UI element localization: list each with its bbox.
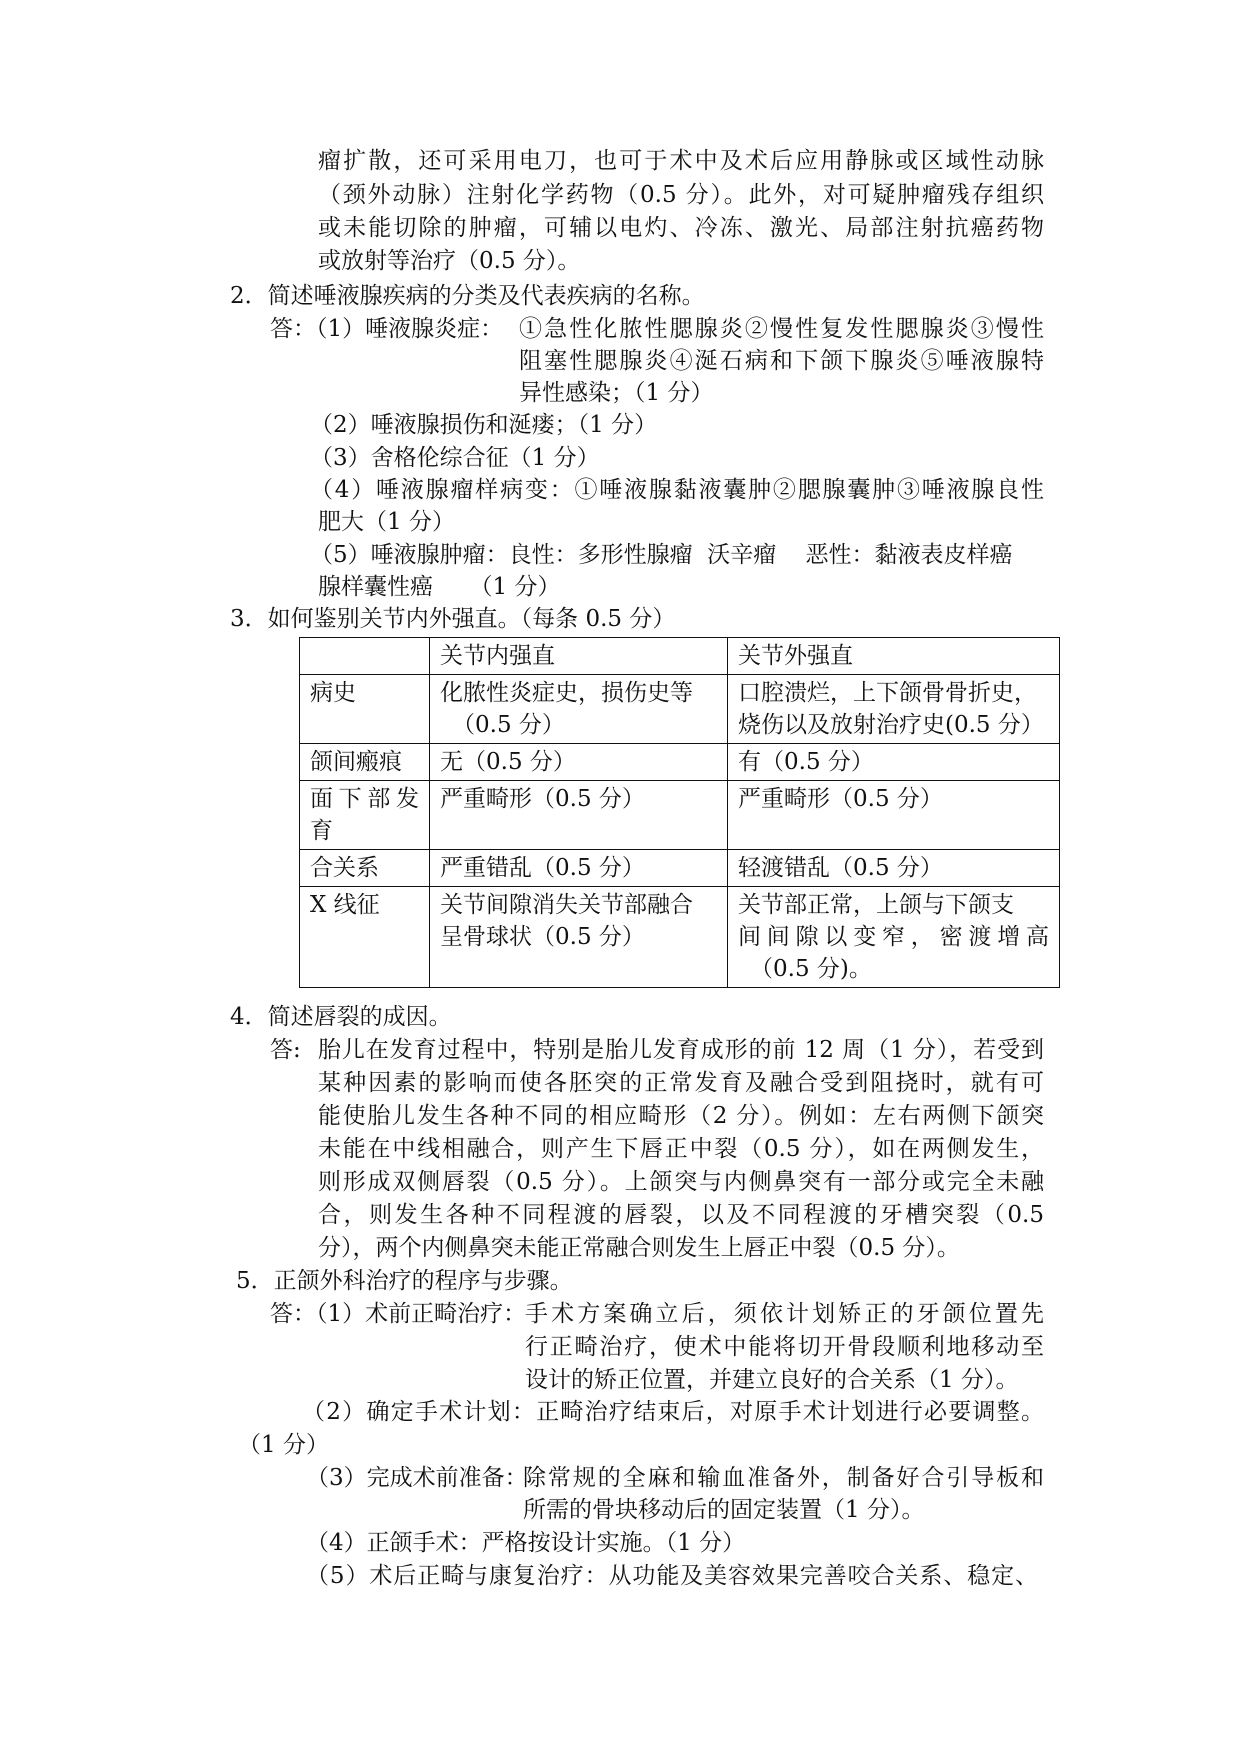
q2-answer1-line-1: ①急性化脓性腮腺炎②慢性复发性腮腺炎③慢性: [519, 316, 1044, 342]
table-row-xray: [300, 887, 1060, 988]
q4-answer-line-6: 合，则发生各种不同程渡的唇裂，以及不同程渡的牙槽突裂（0.5: [318, 1202, 1044, 1228]
q5-step2-line-1: （2）确定手术计划：正畸治疗结束后，对原手术计划进行必要调整。: [302, 1399, 1044, 1425]
q5-step3-line-2: 所需的骨块移动后的固定装置（1 分）。: [523, 1497, 925, 1523]
q5-step1-line-2: 行正畸治疗，使术中能将切开骨段顺利地移动至: [525, 1334, 1044, 1360]
q2-answer4-line-2: 肥大（1 分）: [318, 509, 455, 535]
q4-answer-line-5: 则形成双侧唇裂（0.5 分）。上颌突与内侧鼻突有一部分或完全未融: [318, 1169, 1044, 1195]
cell-face-intra: 严重畸形（0.5 分）: [430, 781, 728, 850]
q2-answer4-line-1: （4）唾液腺瘤样病变：①唾液腺黏液囊肿②腮腺囊肿③唾液腺良性: [310, 477, 1044, 503]
cell-scar-extra: 有（0.5 分）: [728, 744, 1060, 781]
q4-title: 4．简述唇裂的成因。: [230, 1004, 452, 1030]
q2-answer1-line-2: 阻塞性腮腺炎④涎石病和下颌下腺炎⑤唾液腺特: [519, 348, 1044, 374]
table-row-occlusion: [300, 850, 1060, 887]
cell-scar-intra: 无（0.5 分）: [430, 744, 728, 781]
q2-answer5-line-2: 腺样囊性癌 （1 分）: [318, 574, 561, 600]
table-row-face: [300, 781, 1060, 850]
row-label-face: 面下部发 育: [300, 781, 430, 850]
q4-answer-line-7: 分），两个内侧鼻突未能正常融合则发生上唇正中裂（0.5 分）。: [318, 1235, 960, 1261]
cell-occlusion-extra: 轻渡错乱（0.5 分）: [728, 850, 1060, 887]
row-label-occlusion: 合关系: [300, 850, 430, 887]
cell-xray-extra: 关节部正常，上颌与下颌支 间间隙以变窄，密渡增高 （0.5 分)。: [728, 887, 1060, 988]
cell-xray-intra: 关节间隙消失关节部融合 呈骨球状（0.5 分）: [430, 887, 728, 988]
ankylosis-comparison-table: [299, 637, 1060, 988]
q5-step1-line-3: 设计的矫正位置，并建立良好的合关系（1 分）。: [525, 1367, 1019, 1393]
cell-face-extra: 严重畸形（0.5 分）: [728, 781, 1060, 850]
continuation-line-1: 瘤扩散，还可采用电刀，也可于术中及术后应用静脉或区域性动脉: [318, 148, 1044, 174]
q2-answer2: （2）唾液腺损伤和涎瘘；（1 分）: [310, 412, 658, 438]
row-label-scar: 颌间瘢痕: [300, 744, 430, 781]
q5-step1-line-1: 手术方案确立后，须依计划矫正的牙颌位置先: [525, 1301, 1044, 1327]
row-label-history: 病史: [300, 675, 430, 744]
q5-step4: （4）正颌手术：严格按设计实施。（1 分）: [306, 1530, 746, 1556]
table-row-history: [300, 675, 1060, 744]
q4-answer-prefix: 答:: [270, 1037, 301, 1063]
cell-history-intra: 化脓性炎症史，损伤史等 （0.5 分）: [430, 675, 728, 744]
q2-answer5-line-1: （5）唾液腺肿瘤：良性：多形性腺瘤 沃辛瘤 恶性：黏液表皮样癌: [310, 542, 1013, 568]
table-header-empty: [300, 638, 430, 675]
continuation-line-2: （颈外动脉）注射化学药物（0.5 分）。此外，对可疑肿瘤残存组织: [318, 182, 1044, 208]
q3-title: 3．如何鉴别关节内外强直。（每条 0.5 分）: [230, 606, 676, 632]
q5-step3-prefix: （3）完成术前准备：: [306, 1465, 528, 1491]
q5-title: 5．正颌外科治疗的程序与步骤。: [236, 1268, 573, 1294]
continuation-line-3: 或未能切除的肿瘤，可辅以电灼、冷冻、激光、局部注射抗癌药物: [318, 215, 1044, 241]
table-header-intra: 关节内强直: [430, 638, 728, 675]
q4-answer-line-4: 未能在中线相融合，则产生下唇正中裂（0.5 分），如在两侧发生，: [318, 1136, 1044, 1162]
cell-history-extra: 口腔溃烂，上下颌骨骨折史， 烧伤以及放射治疗史(0.5 分）: [728, 675, 1060, 744]
q5-step1-prefix: 答：（1）术前正畸治疗：: [270, 1301, 527, 1327]
q2-answer1-line-3: 异性感染；（1 分）: [519, 380, 714, 406]
table-row-scar: [300, 744, 1060, 781]
continuation-line-4: 或放射等治疗（0.5 分）。: [318, 248, 581, 274]
table-header-extra: 关节外强直: [728, 638, 1060, 675]
q5-step5: （5）术后正畸与康复治疗：从功能及美容效果完善咬合关系、稳定、: [306, 1563, 1038, 1589]
q2-title: 2．简述唾液腺疾病的分类及代表疾病的名称。: [230, 283, 705, 309]
q2-answer3: （3）舍格伦综合征（1 分）: [310, 445, 600, 471]
table-header-row: [300, 638, 1060, 675]
q2-answer1-prefix: 答：（1）唾液腺炎症：: [270, 316, 504, 342]
q5-step3-line-1: 除常规的全麻和输血准备外，制备好合引导板和: [523, 1465, 1044, 1491]
row-label-xray: X 线征: [300, 887, 430, 988]
cell-occlusion-intra: 严重错乱（0.5 分）: [430, 850, 728, 887]
q4-answer-line-2: 某种因素的影响而使各胚突的正常发育及融合受到阻挠时，就有可: [318, 1070, 1044, 1096]
q5-step2-line-2: （1 分）: [238, 1432, 329, 1458]
q4-answer-line-1: 胎儿在发育过程中，特别是胎儿发育成形的前 12 周（1 分），若受到: [318, 1037, 1044, 1063]
q4-answer-line-3: 能使胎儿发生各种不同的相应畸形（2 分）。例如：左右两侧下颌突: [318, 1103, 1044, 1129]
